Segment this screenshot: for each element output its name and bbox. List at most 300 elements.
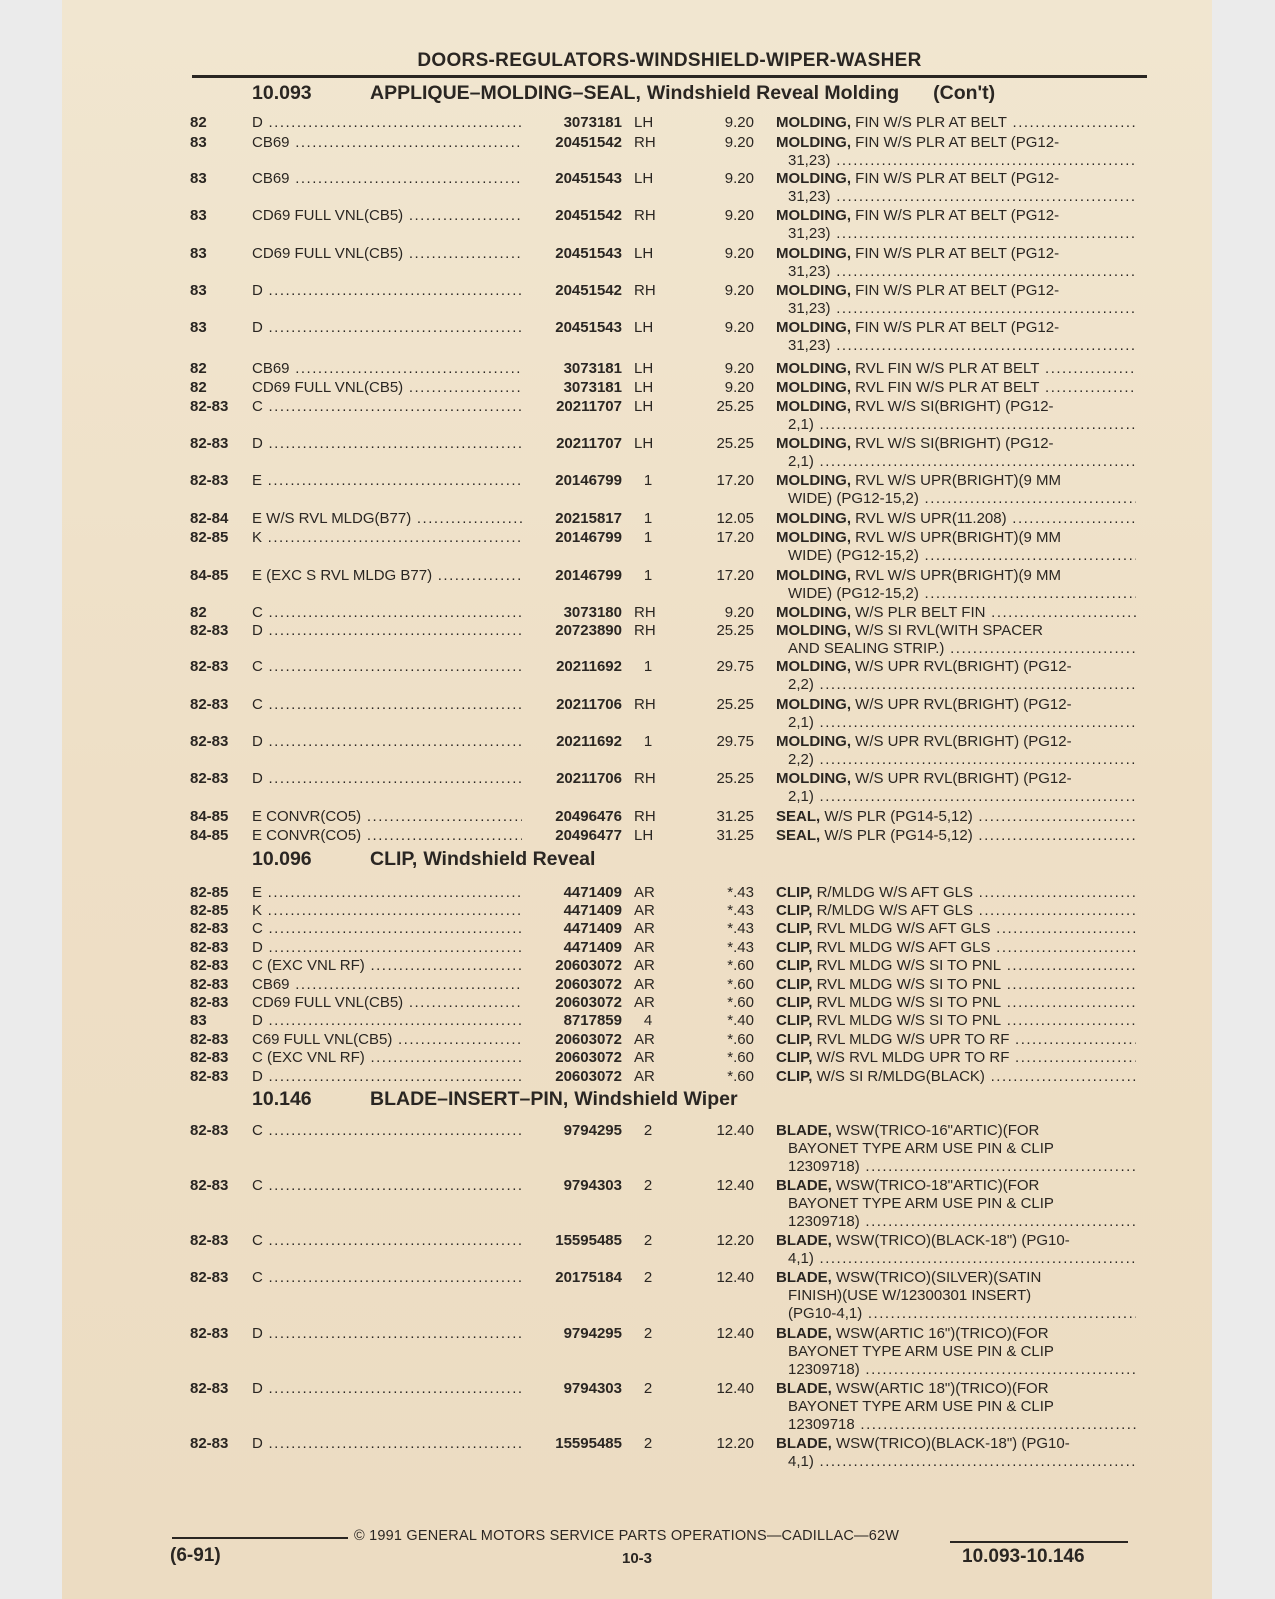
description-line: 2,1) ..... <box>776 714 1136 732</box>
description <box>776 435 1136 471</box>
part-number: 20215817 <box>555 510 622 527</box>
price: 25.25 <box>716 435 754 452</box>
description-line: SEAL, W/S PLR (PG14-5,12) ..... <box>776 827 1136 845</box>
part-number: 20146799 <box>555 567 622 584</box>
model-code: D ..... <box>252 1380 522 1398</box>
description <box>776 1122 1136 1176</box>
quantity: AR <box>634 920 655 937</box>
quantity: LH <box>634 379 654 396</box>
model-year: 82-83 <box>190 1435 229 1452</box>
quantity: AR <box>634 1049 655 1066</box>
description-line: MOLDING, FIN W/S PLR AT BELT (PG12- <box>776 245 1060 262</box>
model-year: 82-83 <box>190 770 229 787</box>
quantity: 2 <box>643 1232 653 1249</box>
price: *.43 <box>727 920 754 937</box>
model-code: D ..... <box>252 939 522 957</box>
description-line: MOLDING, W/S UPR RVL(BRIGHT) (PG12- <box>776 770 1072 787</box>
model-code: C ..... <box>252 604 522 622</box>
description-line: BLADE, WSW(TRICO-18"ARTIC)(FOR <box>776 1177 1040 1194</box>
description-line: CLIP, W/S SI R/MLDG(BLACK) ..... <box>776 1068 1136 1086</box>
price: 29.75 <box>716 658 754 675</box>
model-code: C ..... <box>252 1232 522 1250</box>
part-number: 20211706 <box>556 770 622 787</box>
description <box>776 1435 1136 1471</box>
description <box>776 114 1136 132</box>
model-year: 82-83 <box>190 696 229 713</box>
header-rule <box>192 75 1147 78</box>
description-line: 31,23) ..... <box>776 152 1136 170</box>
price: 12.20 <box>716 1435 754 1452</box>
part-number: 9794295 <box>563 1122 622 1139</box>
description-line: WIDE) (PG12-15,2) ..... <box>776 585 1136 603</box>
model-code: C (EXC VNL RF) ..... <box>252 957 522 975</box>
quantity: LH <box>634 170 654 187</box>
quantity: LH <box>634 114 654 131</box>
description-line: 31,23) ..... <box>776 337 1136 355</box>
description-line: WIDE) (PG12-15,2) ..... <box>776 547 1136 565</box>
part-number: 20175184 <box>555 1269 622 1286</box>
description <box>776 207 1136 243</box>
part-number: 20451542 <box>555 282 622 299</box>
part-number: 20451543 <box>555 245 622 262</box>
description-line: BAYONET TYPE ARM USE PIN & CLIP <box>788 1343 1054 1360</box>
quantity: AR <box>634 939 655 956</box>
part-number: 20603072 <box>555 976 622 993</box>
quantity: AR <box>634 976 655 993</box>
model-year: 82-85 <box>190 529 229 546</box>
model-code: E ..... <box>252 884 522 902</box>
footer-rule-right <box>950 1541 1128 1543</box>
description <box>776 770 1136 806</box>
price: 9.20 <box>724 245 754 262</box>
quantity: 4 <box>643 1012 653 1029</box>
part-number: 4471409 <box>563 884 622 901</box>
model-code: C (EXC VNL RF) ..... <box>252 1049 522 1067</box>
description <box>776 902 1136 920</box>
description-line: 2,2) ..... <box>776 751 1136 769</box>
description-line: CLIP, R/MLDG W/S AFT GLS ..... <box>776 902 1136 920</box>
description <box>776 134 1136 170</box>
description-line: 12309718) ..... <box>776 1361 1136 1379</box>
description-line: BLADE, WSW(ARTIC 16")(TRICO)(FOR <box>776 1325 1049 1342</box>
part-number: 9794303 <box>563 1177 622 1194</box>
model-code: E (EXC S RVL MLDG B77) ..... <box>252 567 522 585</box>
quantity: AR <box>634 902 655 919</box>
description <box>776 1049 1136 1067</box>
description-line: 12309718 ..... <box>776 1416 1136 1434</box>
quantity: AR <box>634 884 655 901</box>
price: 12.40 <box>716 1380 754 1397</box>
section-number: 10.146 <box>252 1088 312 1110</box>
description-line: CLIP, RVL MLDG W/S UPR TO RF ..... <box>776 1031 1136 1049</box>
description-line: MOLDING, FIN W/S PLR AT BELT (PG12- <box>776 319 1060 336</box>
price: 25.25 <box>716 696 754 713</box>
model-code: C ..... <box>252 696 522 714</box>
model-year: 82-83 <box>190 976 229 993</box>
part-number: 20723890 <box>555 622 622 639</box>
price: 12.40 <box>716 1177 754 1194</box>
description-line: CLIP, RVL MLDG W/S AFT GLS ..... <box>776 920 1136 938</box>
description-line: MOLDING, RVL W/S UPR(BRIGHT)(9 MM <box>776 567 1062 584</box>
quantity: LH <box>634 245 654 262</box>
quantity: 2 <box>643 1380 653 1397</box>
description-line: MOLDING, W/S PLR BELT FIN ..... <box>776 604 1136 622</box>
part-number: 20451542 <box>555 134 622 151</box>
model-code: D ..... <box>252 435 522 453</box>
model-code: D ..... <box>252 1068 522 1086</box>
quantity: RH <box>634 134 656 151</box>
section-number: 10.096 <box>252 848 312 870</box>
model-year: 82-83 <box>190 957 229 974</box>
quantity: AR <box>634 1068 655 1085</box>
description-line: MOLDING, W/S UPR RVL(BRIGHT) (PG12- <box>776 733 1072 750</box>
price: *.60 <box>727 1049 754 1066</box>
price: 17.20 <box>716 567 754 584</box>
part-number: 9794295 <box>563 1325 622 1342</box>
description-line: BAYONET TYPE ARM USE PIN & CLIP <box>788 1195 1054 1212</box>
description <box>776 282 1136 318</box>
model-code: CB69 ..... <box>252 976 522 994</box>
model-code: E CONVR(CO5) ..... <box>252 808 522 826</box>
model-code: E W/S RVL MLDG(B77) ..... <box>252 510 522 528</box>
description <box>776 1269 1136 1323</box>
description-line: BLADE, WSW(TRICO)(SILVER)(SATIN <box>776 1269 1042 1286</box>
model-year: 83 <box>190 134 207 151</box>
quantity: 1 <box>643 733 653 750</box>
description-line: MOLDING, RVL W/S UPR(BRIGHT)(9 MM <box>776 472 1062 489</box>
description <box>776 319 1136 355</box>
description <box>776 827 1136 845</box>
model-year: 82 <box>190 379 207 396</box>
price: *.60 <box>727 957 754 974</box>
description-line: 31,23) ..... <box>776 300 1136 318</box>
section-title: BLADE–INSERT–PIN, <box>370 1088 569 1110</box>
model-year: 82-85 <box>190 902 229 919</box>
description <box>776 920 1136 938</box>
model-year: 82-83 <box>190 1380 229 1397</box>
part-number: 20451543 <box>555 319 622 336</box>
description <box>776 696 1136 732</box>
page-title: DOORS-REGULATORS-WINDSHIELD-WIPER-WASHER <box>417 50 922 71</box>
model-year: 82-85 <box>190 884 229 901</box>
description <box>776 994 1136 1012</box>
part-number: 20211707 <box>556 435 622 452</box>
footer-date: (6-91) <box>170 1545 221 1566</box>
description <box>776 170 1136 206</box>
price: *.60 <box>727 1031 754 1048</box>
description-line: 2,2) ..... <box>776 676 1136 694</box>
price: 9.20 <box>724 319 754 336</box>
part-number: 3073180 <box>563 604 622 621</box>
quantity: LH <box>634 319 654 336</box>
model-code: K ..... <box>252 529 522 547</box>
model-code: CD69 FULL VNL(CB5) ..... <box>252 245 522 263</box>
description <box>776 957 1136 975</box>
model-year: 82-83 <box>190 1049 229 1066</box>
description-line: 12309718) ..... <box>776 1158 1136 1176</box>
section-number: 10.093 <box>252 82 312 104</box>
quantity: 2 <box>643 1177 653 1194</box>
description <box>776 1177 1136 1231</box>
description-line: 31,23) ..... <box>776 263 1136 281</box>
quantity: LH <box>634 827 654 844</box>
price: 12.20 <box>716 1232 754 1249</box>
description <box>776 360 1136 378</box>
model-year: 82-83 <box>190 622 229 639</box>
quantity: 2 <box>643 1435 653 1452</box>
model-code: E ..... <box>252 472 522 490</box>
description <box>776 529 1136 565</box>
quantity: 1 <box>643 567 653 584</box>
description-line: MOLDING, FIN W/S PLR AT BELT (PG12- <box>776 134 1060 151</box>
quantity: 1 <box>643 510 653 527</box>
description-line: 4,1) ..... <box>776 1250 1136 1268</box>
description-line: 31,23) ..... <box>776 225 1136 243</box>
description-line: MOLDING, RVL W/S SI(BRIGHT) (PG12- <box>776 398 1054 415</box>
description <box>776 939 1136 957</box>
description <box>776 245 1136 281</box>
price: 12.40 <box>716 1269 754 1286</box>
footer-page-number: 10-3 <box>622 1550 653 1567</box>
description-line: CLIP, RVL MLDG W/S SI TO PNL ..... <box>776 957 1136 975</box>
section-subtitle: Windshield Wiper <box>574 1088 738 1110</box>
quantity: 1 <box>643 658 653 675</box>
quantity: RH <box>634 604 656 621</box>
part-number: 3073181 <box>563 379 622 396</box>
part-number: 3073181 <box>563 360 622 377</box>
model-code: D ..... <box>252 1325 522 1343</box>
description-line: MOLDING, RVL W/S UPR(11.208) ..... <box>776 510 1136 528</box>
part-number: 4471409 <box>563 920 622 937</box>
price: 29.75 <box>716 733 754 750</box>
model-code: C ..... <box>252 658 522 676</box>
price: *.43 <box>727 884 754 901</box>
description <box>776 1325 1136 1379</box>
model-year: 82-83 <box>190 398 229 415</box>
part-number: 20451543 <box>555 170 622 187</box>
quantity: 2 <box>643 1325 653 1342</box>
description <box>776 1068 1136 1086</box>
model-code: E CONVR(CO5) ..... <box>252 827 522 845</box>
model-code: CB69 ..... <box>252 170 522 188</box>
quantity: RH <box>634 282 656 299</box>
price: 12.40 <box>716 1122 754 1139</box>
description <box>776 622 1136 658</box>
description-line: 2,1) ..... <box>776 453 1136 471</box>
description-line: MOLDING, FIN W/S PLR AT BELT ..... <box>776 114 1136 132</box>
quantity: 1 <box>643 529 653 546</box>
part-number: 9794303 <box>563 1380 622 1397</box>
section-heading <box>252 1088 738 1112</box>
part-number: 20211692 <box>556 733 622 750</box>
catalog-page <box>62 0 1212 1599</box>
model-code: D ..... <box>252 1435 522 1453</box>
part-number: 3073181 <box>563 114 622 131</box>
model-year: 83 <box>190 319 207 336</box>
part-number: 20603072 <box>555 994 622 1011</box>
price: *.43 <box>727 939 754 956</box>
price: *.60 <box>727 994 754 1011</box>
model-code: CD69 FULL VNL(CB5) ..... <box>252 379 522 397</box>
model-year: 82-83 <box>190 1031 229 1048</box>
price: 9.20 <box>724 170 754 187</box>
model-code: C ..... <box>252 1122 522 1140</box>
model-year: 82 <box>190 114 207 131</box>
description-line: 2,1) ..... <box>776 416 1136 434</box>
price: *.60 <box>727 1068 754 1085</box>
description-line: FINISH)(USE W/12300301 INSERT) <box>788 1287 1032 1304</box>
description-line: 4,1) ..... <box>776 1453 1136 1471</box>
description-line: CLIP, W/S RVL MLDG UPR TO RF ..... <box>776 1049 1136 1067</box>
description-line: BAYONET TYPE ARM USE PIN & CLIP <box>788 1140 1054 1157</box>
quantity: AR <box>634 1031 655 1048</box>
model-code: C ..... <box>252 1177 522 1195</box>
part-number: 20211706 <box>556 696 622 713</box>
description <box>776 379 1136 397</box>
price: 9.20 <box>724 134 754 151</box>
part-number: 20211707 <box>556 398 622 415</box>
model-code: C ..... <box>252 1269 522 1287</box>
description-line: CLIP, R/MLDG W/S AFT GLS ..... <box>776 884 1136 902</box>
part-number: 20451542 <box>555 207 622 224</box>
price: 9.20 <box>724 379 754 396</box>
model-year: 82-83 <box>190 920 229 937</box>
model-code: C69 FULL VNL(CB5) ..... <box>252 1031 522 1049</box>
quantity: AR <box>634 957 655 974</box>
model-year: 82-83 <box>190 1068 229 1085</box>
model-code: D ..... <box>252 114 522 132</box>
model-code: CD69 FULL VNL(CB5) ..... <box>252 994 522 1012</box>
quantity: 1 <box>643 472 653 489</box>
price: 17.20 <box>716 472 754 489</box>
part-number: 15595485 <box>555 1435 622 1452</box>
footer-copyright: © 1991 GENERAL MOTORS SERVICE PARTS OPERATIONS—CADILLAC—62W <box>354 1528 900 1544</box>
model-code: D ..... <box>252 733 522 751</box>
description-line: 2,1) ..... <box>776 788 1136 806</box>
description-line: BAYONET TYPE ARM USE PIN & CLIP <box>788 1398 1054 1415</box>
quantity: 2 <box>643 1269 653 1286</box>
footer-rule-left <box>172 1537 348 1539</box>
model-code: D ..... <box>252 282 522 300</box>
description-line: 12309718) ..... <box>776 1213 1136 1231</box>
model-year: 82 <box>190 604 207 621</box>
section-title: APPLIQUE–MOLDING–SEAL, <box>370 82 641 104</box>
quantity: RH <box>634 770 656 787</box>
model-year: 82-83 <box>190 1177 229 1194</box>
price: 9.20 <box>724 282 754 299</box>
description-line: CLIP, RVL MLDG W/S SI TO PNL ..... <box>776 994 1136 1012</box>
description-line: BLADE, WSW(ARTIC 18")(TRICO)(FOR <box>776 1380 1049 1397</box>
price: 9.20 <box>724 604 754 621</box>
description-line: AND SEALING STRIP.) ..... <box>776 640 1136 658</box>
model-year: 82-83 <box>190 733 229 750</box>
description-line: CLIP, RVL MLDG W/S AFT GLS ..... <box>776 939 1136 957</box>
quantity: RH <box>634 696 656 713</box>
price: 25.25 <box>716 770 754 787</box>
price: 9.20 <box>724 207 754 224</box>
price: *.43 <box>727 902 754 919</box>
price: 25.25 <box>716 622 754 639</box>
description-line: MOLDING, FIN W/S PLR AT BELT (PG12- <box>776 282 1060 299</box>
model-year: 82 <box>190 360 207 377</box>
description <box>776 472 1136 508</box>
description-line: WIDE) (PG12-15,2) ..... <box>776 490 1136 508</box>
model-year: 82-83 <box>190 994 229 1011</box>
model-year: 82-84 <box>190 510 229 527</box>
description-line: BLADE, WSW(TRICO-16"ARTIC)(FOR <box>776 1122 1040 1139</box>
part-number: 8717859 <box>563 1012 622 1029</box>
model-year: 84-85 <box>190 827 229 844</box>
price: *.40 <box>727 1012 754 1029</box>
model-year: 82-83 <box>190 1325 229 1342</box>
description <box>776 510 1136 528</box>
description <box>776 604 1136 622</box>
part-number: 20496477 <box>555 827 622 844</box>
model-year: 82-83 <box>190 1232 229 1249</box>
description <box>776 567 1136 603</box>
description <box>776 658 1136 694</box>
price: 12.05 <box>716 510 754 527</box>
description-line: MOLDING, W/S UPR RVL(BRIGHT) (PG12- <box>776 696 1072 713</box>
part-number: 15595485 <box>555 1232 622 1249</box>
model-year: 83 <box>190 282 207 299</box>
price: *.60 <box>727 976 754 993</box>
section-heading <box>252 82 995 106</box>
section-subtitle: Windshield Reveal Molding <box>646 82 900 104</box>
description-line: MOLDING, W/S SI RVL(WITH SPACER <box>776 622 1043 639</box>
quantity: LH <box>634 398 654 415</box>
part-number: 20603072 <box>555 1031 622 1048</box>
quantity: 2 <box>643 1122 653 1139</box>
price: 25.25 <box>716 398 754 415</box>
part-number: 20603072 <box>555 1068 622 1085</box>
model-code: D ..... <box>252 770 522 788</box>
model-year: 83 <box>190 245 207 262</box>
description-line: MOLDING, FIN W/S PLR AT BELT (PG12- <box>776 170 1060 187</box>
part-number: 20603072 <box>555 957 622 974</box>
part-number: 20603072 <box>555 1049 622 1066</box>
model-year: 83 <box>190 207 207 224</box>
price: 9.20 <box>724 114 754 131</box>
part-number: 4471409 <box>563 902 622 919</box>
model-year: 82-83 <box>190 435 229 452</box>
description-line: MOLDING, RVL W/S UPR(BRIGHT)(9 MM <box>776 529 1062 546</box>
description <box>776 1380 1136 1434</box>
model-code: D ..... <box>252 319 522 337</box>
model-year: 82-83 <box>190 939 229 956</box>
description-line: MOLDING, RVL FIN W/S PLR AT BELT ..... <box>776 360 1136 378</box>
model-code: CD69 FULL VNL(CB5) ..... <box>252 207 522 225</box>
description <box>776 884 1136 902</box>
description-line: SEAL, W/S PLR (PG14-5,12) ..... <box>776 808 1136 826</box>
model-year: 84-85 <box>190 808 229 825</box>
quantity: RH <box>634 622 656 639</box>
description-line: MOLDING, W/S UPR RVL(BRIGHT) (PG12- <box>776 658 1072 675</box>
part-number: 20211692 <box>556 658 622 675</box>
model-year: 82-83 <box>190 472 229 489</box>
description <box>776 1012 1136 1030</box>
model-year: 82-83 <box>190 1122 229 1139</box>
quantity: LH <box>634 360 654 377</box>
description-line: CLIP, RVL MLDG W/S SI TO PNL ..... <box>776 1012 1136 1030</box>
section-heading <box>252 848 595 872</box>
description <box>776 976 1136 994</box>
description-line: CLIP, RVL MLDG W/S SI TO PNL ..... <box>776 976 1136 994</box>
description <box>776 1232 1136 1268</box>
description-line: MOLDING, FIN W/S PLR AT BELT (PG12- <box>776 207 1060 224</box>
description-line: (PG10-4,1) ..... <box>776 1305 1136 1323</box>
model-code: D ..... <box>252 622 522 640</box>
